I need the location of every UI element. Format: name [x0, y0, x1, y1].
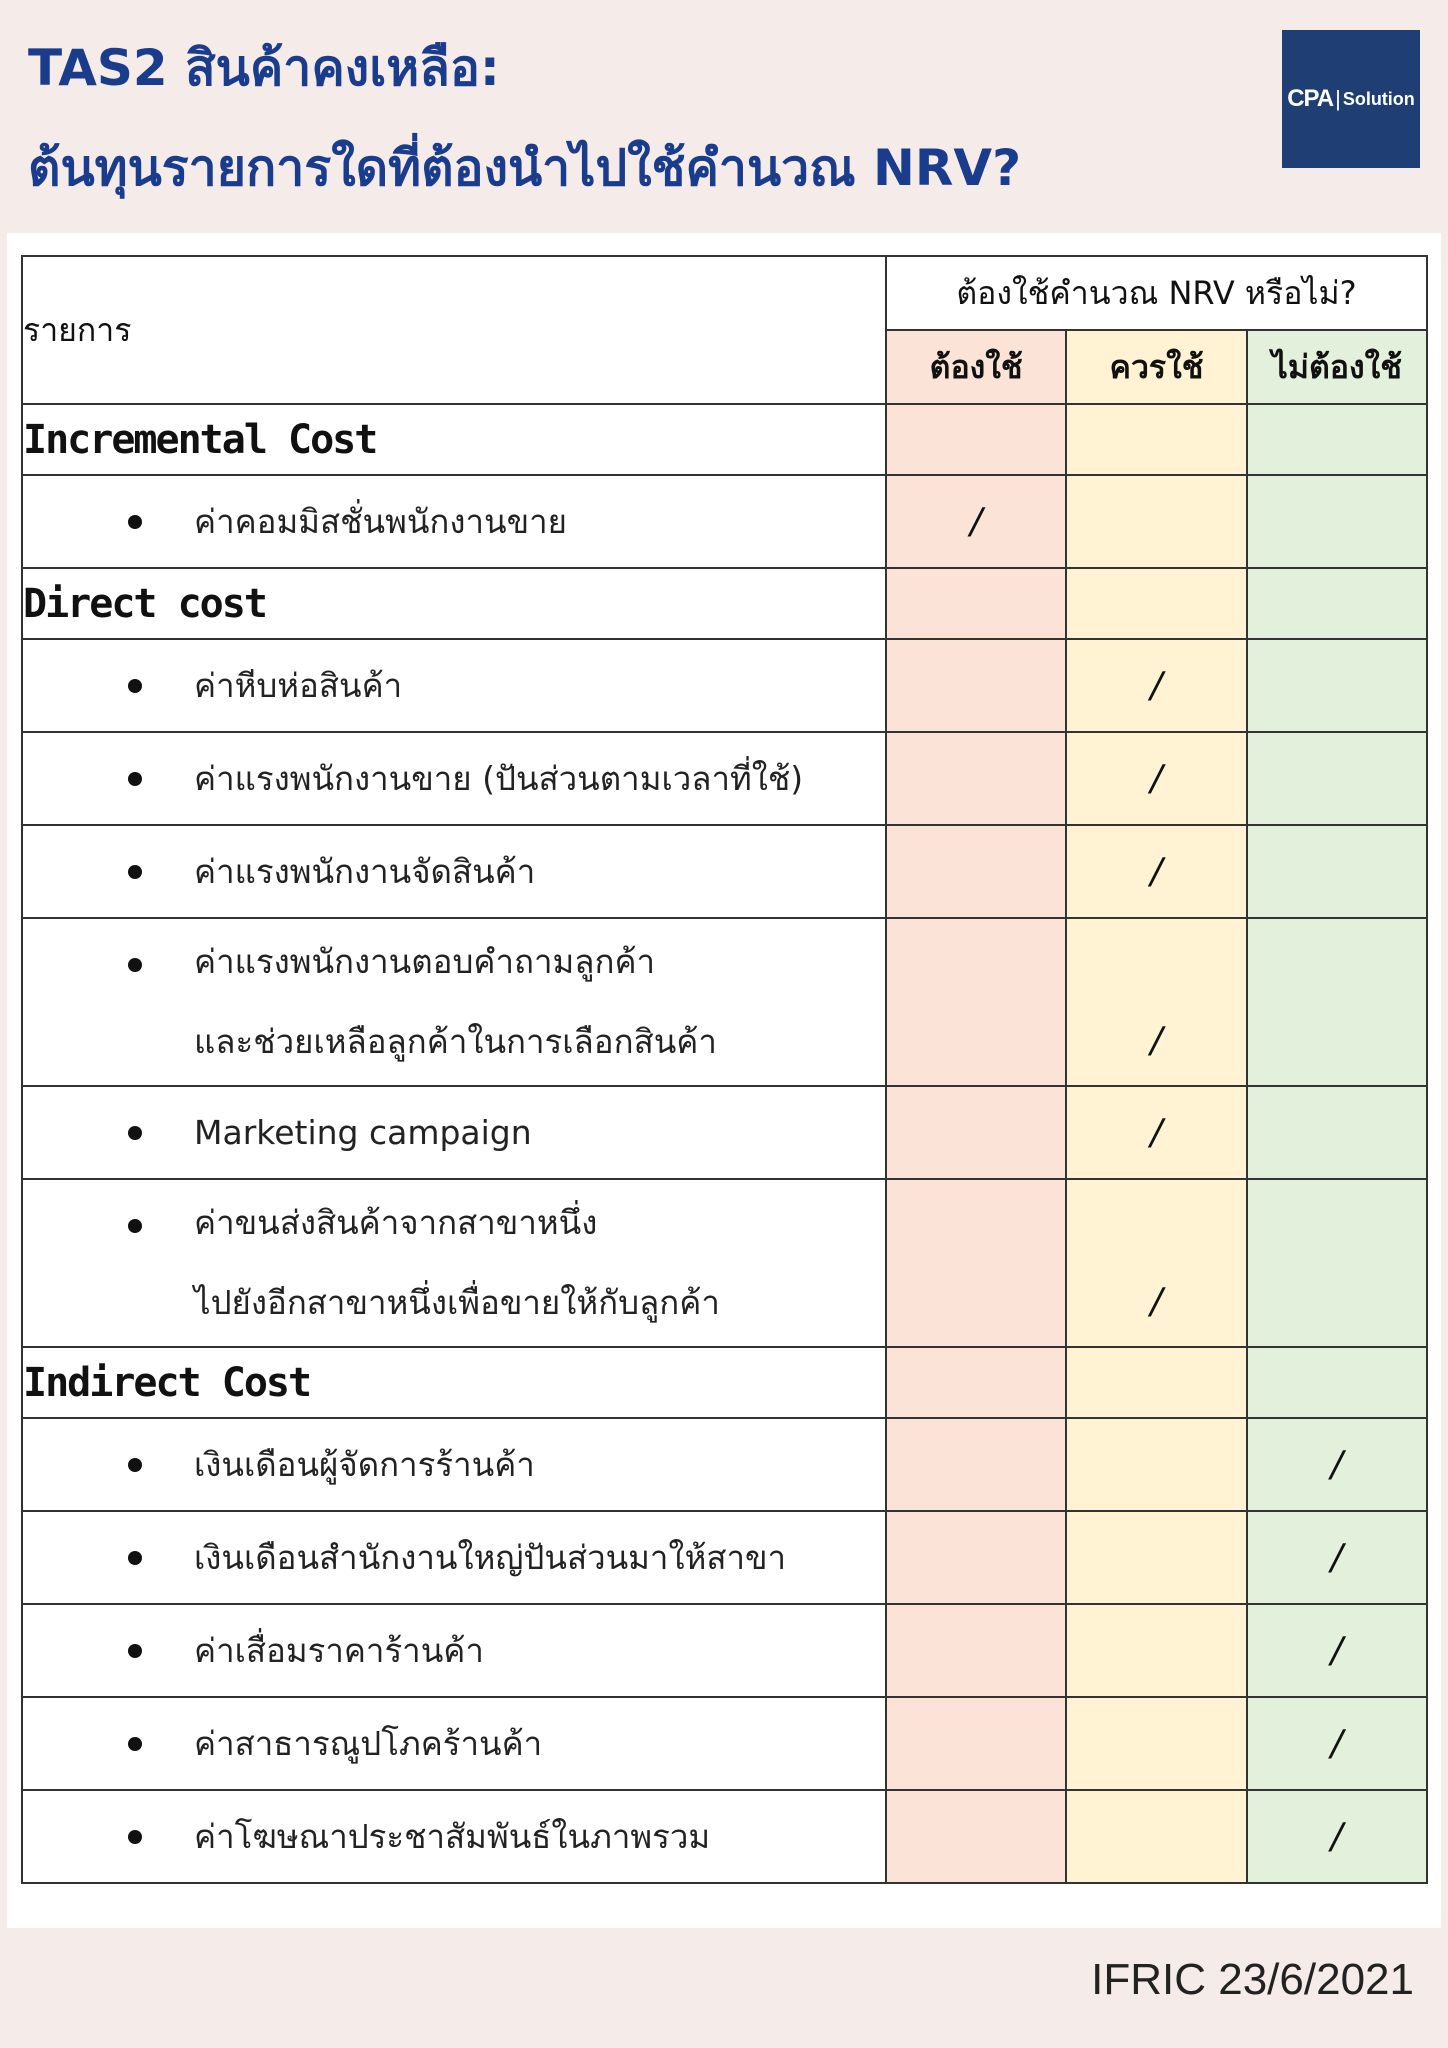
empty-mark-cell: [1247, 1179, 1427, 1347]
section-fill-cell: [1247, 1347, 1427, 1418]
item-cell: [22, 639, 886, 732]
check-mark: /: [1066, 918, 1246, 1086]
empty-mark-cell: [1066, 1418, 1246, 1511]
empty-mark-cell: [886, 1086, 1066, 1179]
cpa-solution-logo: [1282, 30, 1420, 168]
bullet-icon: [128, 679, 142, 693]
check-mark: /: [1066, 1179, 1246, 1347]
table-row: [22, 1697, 1427, 1790]
bullet-icon: [128, 1737, 142, 1751]
section-fill-cell: [1066, 404, 1246, 475]
empty-mark-cell: [886, 1790, 1066, 1883]
item-cell: [22, 1179, 886, 1347]
table-row: [22, 1418, 1427, 1511]
item-cell: [22, 1604, 886, 1697]
empty-mark-cell: [1066, 1790, 1246, 1883]
table-row: [22, 1086, 1427, 1179]
bullet-icon: [128, 1644, 142, 1658]
table-panel: [7, 233, 1441, 1928]
bullet-icon: [128, 515, 142, 529]
empty-mark-cell: [886, 1511, 1066, 1604]
section-fill-cell: [1066, 1347, 1246, 1418]
empty-mark-cell: [1247, 918, 1427, 1086]
table-row: [22, 1790, 1427, 1883]
empty-mark-cell: [886, 1697, 1066, 1790]
section-label: Indirect Cost: [22, 1347, 886, 1418]
item-cell: [22, 1511, 886, 1604]
table-row: [22, 732, 1427, 825]
footer-reference: IFRIC 23/6/2021: [1091, 1955, 1414, 2004]
section-fill-cell: [886, 404, 1066, 475]
check-mark: /: [1066, 639, 1246, 732]
item-text: ค่าแรงพนักงานจัดสินค้า: [194, 851, 536, 891]
item-text: ค่าเสื่อมราคาร้านค้า: [194, 1630, 484, 1670]
item-text: ไปยังอีกสาขาหนึ่งเพื่อขายให้กับลูกค้า: [194, 1283, 720, 1322]
table-row: [22, 825, 1427, 918]
item-text: ค่าคอมมิสชั่นพนักงานขาย: [194, 501, 568, 541]
section-fill-cell: [886, 568, 1066, 639]
table-row: [22, 475, 1427, 568]
item-cell: [22, 1697, 886, 1790]
item-cell: [22, 1790, 886, 1883]
empty-mark-cell: [886, 732, 1066, 825]
empty-mark-cell: [1066, 475, 1246, 568]
bullet-icon: [128, 1551, 142, 1565]
table-row: [22, 1179, 1427, 1347]
empty-mark-cell: [1247, 825, 1427, 918]
empty-mark-cell: [1247, 1086, 1427, 1179]
bullet-icon: [128, 1126, 142, 1140]
column-header-required: ต้องใช้: [886, 330, 1066, 404]
column-header-should: ควรใช้: [1066, 330, 1246, 404]
bullet-icon: [128, 865, 142, 879]
item-cell: [22, 732, 886, 825]
section-fill-cell: [1066, 568, 1246, 639]
table-row: [22, 1511, 1427, 1604]
empty-mark-cell: [886, 1604, 1066, 1697]
nrv-question-header: ต้องใช้คำนวณ NRV หรือไม่?: [886, 256, 1427, 330]
item-text: และช่วยเหลือลูกค้าในการเลือกสินค้า: [194, 1022, 717, 1061]
table-row: [22, 1604, 1427, 1697]
column-header-not-required: ไม่ต้องใช้: [1247, 330, 1427, 404]
item-text: ค่าแรงพนักงานตอบคำถามลูกค้า: [194, 942, 656, 981]
bullet-icon: [128, 1830, 142, 1844]
empty-mark-cell: [886, 825, 1066, 918]
check-mark: /: [1247, 1418, 1427, 1511]
empty-mark-cell: [1247, 475, 1427, 568]
empty-mark-cell: [1066, 1604, 1246, 1697]
section-fill-cell: [1247, 568, 1427, 639]
table-body: [22, 256, 1427, 1883]
empty-mark-cell: [1066, 1697, 1246, 1790]
empty-mark-cell: [886, 918, 1066, 1086]
empty-mark-cell: [1247, 639, 1427, 732]
logo-separator: |: [1335, 86, 1341, 111]
empty-mark-cell: [886, 1179, 1066, 1347]
bullet-icon: [128, 1458, 142, 1472]
table-row: [22, 918, 1427, 1086]
title-line-1: TAS2 สินค้าคงเหลือ:: [28, 39, 500, 97]
item-cell: [22, 825, 886, 918]
empty-mark-cell: [1066, 1511, 1246, 1604]
check-mark: /: [1247, 1604, 1427, 1697]
section-row: [22, 1347, 1427, 1418]
section-label: Incremental Cost: [22, 404, 886, 475]
check-mark: /: [1066, 825, 1246, 918]
check-mark: /: [1066, 1086, 1246, 1179]
page-title: [28, 18, 1258, 218]
item-column-header: รายการ: [22, 256, 886, 404]
logo-product: Solution: [1342, 88, 1415, 109]
empty-mark-cell: [1247, 732, 1427, 825]
nrv-cost-table: [21, 255, 1428, 1884]
section-fill-cell: [886, 1347, 1066, 1418]
item-text: ค่าขนส่งสินค้าจากสาขาหนึ่ง: [194, 1203, 598, 1242]
item-cell: [22, 475, 886, 568]
bullet-icon: [128, 1219, 142, 1233]
check-mark: /: [1066, 732, 1246, 825]
bullet-icon: [128, 958, 142, 972]
table-row: [22, 639, 1427, 732]
title-line-2: ต้นทุนรายการใดที่ต้องนำไปใช้คำนวณ NRV?: [28, 139, 1022, 197]
item-text: ค่าสาธารณูปโภคร้านค้า: [194, 1723, 543, 1763]
item-text: ค่าหีบห่อสินค้า: [194, 665, 403, 705]
section-row: [22, 568, 1427, 639]
check-mark: /: [1247, 1511, 1427, 1604]
section-row: [22, 404, 1427, 475]
empty-mark-cell: [886, 1418, 1066, 1511]
item-text: ค่าโฆษณาประชาสัมพันธ์ในภาพรวม: [194, 1816, 711, 1856]
item-cell: [22, 918, 886, 1086]
item-text: ค่าแรงพนักงานขาย (ปันส่วนตามเวลาที่ใช้): [194, 758, 804, 798]
check-mark: /: [1247, 1697, 1427, 1790]
check-mark: /: [1247, 1790, 1427, 1883]
header-row-question: [22, 256, 1427, 330]
empty-mark-cell: [886, 639, 1066, 732]
item-text: เงินเดือนสำนักงานใหญ่ปันส่วนมาให้สาขา: [194, 1537, 787, 1577]
logo-brand: CPA: [1287, 85, 1334, 112]
item-text: Marketing campaign: [194, 1112, 532, 1152]
item-cell: [22, 1086, 886, 1179]
check-mark: /: [886, 475, 1066, 568]
section-label: Direct cost: [22, 568, 886, 639]
section-fill-cell: [1247, 404, 1427, 475]
item-cell: [22, 1418, 886, 1511]
item-text: เงินเดือนผู้จัดการร้านค้า: [194, 1444, 535, 1484]
bullet-icon: [128, 772, 142, 786]
